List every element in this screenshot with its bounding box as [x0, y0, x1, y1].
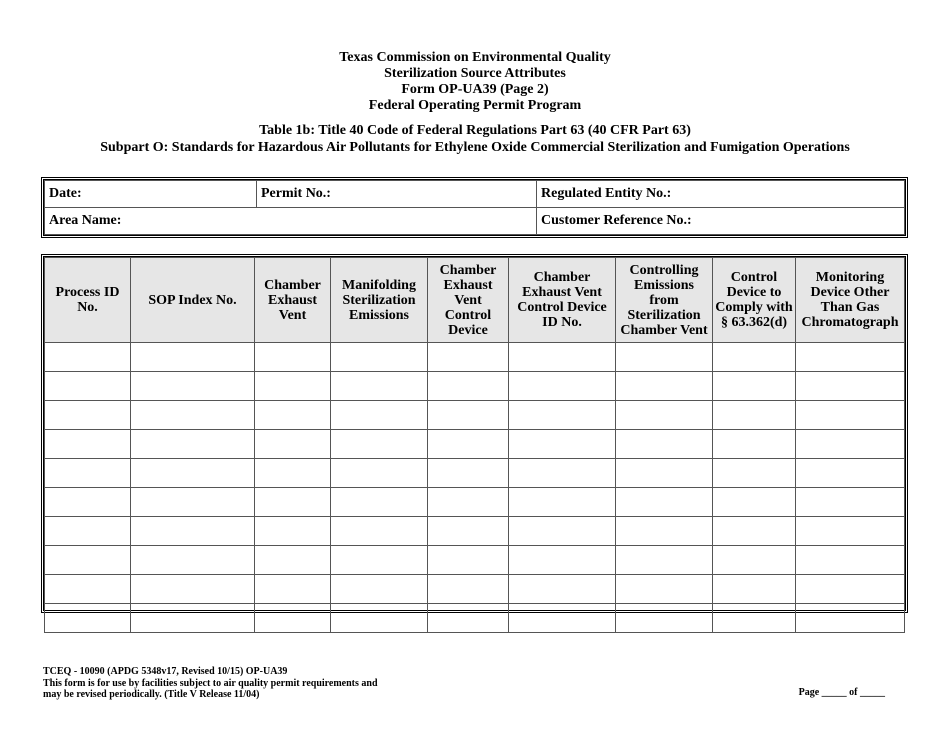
col-process-id: Process ID No. — [45, 258, 131, 343]
usage-note-line1: This form is for use by facilities subject to air quality permit requirements and — [43, 677, 378, 689]
table-cell[interactable] — [255, 488, 331, 517]
table-cell[interactable] — [616, 604, 713, 633]
col-control-device-id: Chamber Exhaust Vent Control Device ID No. — [509, 258, 616, 343]
table-cell[interactable] — [796, 372, 905, 401]
col-control-device-comply: Control Device to Comply with § 63.362(d) — [713, 258, 796, 343]
table-row — [45, 459, 905, 488]
table-cell[interactable] — [616, 430, 713, 459]
table-row — [45, 517, 905, 546]
table-cell[interactable] — [616, 372, 713, 401]
info-table — [41, 177, 908, 238]
table-cell[interactable] — [255, 401, 331, 430]
form-number: Form OP-UA39 (Page 2) — [401, 82, 549, 97]
col-controlling-emissions: Controlling Emissions from Sterilization Chamber Vent — [616, 258, 713, 343]
table-cell[interactable] — [713, 430, 796, 459]
table-row — [45, 401, 905, 430]
table-cell[interactable] — [713, 459, 796, 488]
program-name: Federal Operating Permit Program — [368, 98, 582, 113]
table-cell[interactable] — [331, 488, 428, 517]
table-cell[interactable] — [796, 488, 905, 517]
table-cell[interactable] — [331, 343, 428, 372]
table-cell[interactable] — [428, 430, 509, 459]
form-id-line: TCEQ - 10090 (APDG 5348v17, Revised 10/15) OP-UA39 — [43, 666, 288, 677]
table-row — [45, 343, 905, 372]
usage-note-line2: may be revised periodically. (Title V Release 11/04) — [43, 689, 260, 700]
col-manifolding: Manifolding Sterilization Emissions — [331, 258, 428, 343]
table-cell[interactable] — [509, 372, 616, 401]
table-cell[interactable] — [713, 604, 796, 633]
table-cell[interactable] — [255, 343, 331, 372]
table-cell[interactable] — [509, 575, 616, 604]
table-cell[interactable] — [509, 343, 616, 372]
table-cell[interactable] — [713, 546, 796, 575]
table-cell[interactable] — [428, 343, 509, 372]
table-cell[interactable] — [796, 604, 905, 633]
table-cell[interactable] — [428, 459, 509, 488]
table-cell[interactable] — [616, 459, 713, 488]
table-cell[interactable] — [616, 401, 713, 430]
table-cell[interactable] — [428, 517, 509, 546]
table-row — [45, 488, 905, 517]
table-row — [45, 372, 905, 401]
table-cell[interactable] — [509, 546, 616, 575]
table-cell[interactable] — [796, 401, 905, 430]
header-row — [45, 258, 905, 343]
table-cell[interactable] — [255, 430, 331, 459]
table-cell[interactable] — [713, 372, 796, 401]
table-title-line2: Subpart O: Standards for Hazardous Air Pollutants for Ethylene Oxide Commercial Sterilization and Fumigation Operations — [100, 139, 850, 155]
table-cell[interactable] — [45, 459, 131, 488]
table-cell[interactable] — [713, 343, 796, 372]
table-cell[interactable] — [713, 517, 796, 546]
table-cell[interactable] — [331, 517, 428, 546]
table-cell[interactable] — [509, 604, 616, 633]
table-title-line1: Table 1b: Title 40 Code of Federal Regulations Part 63 (40 CFR Part 63) — [259, 123, 691, 138]
customer-reference-field[interactable]: Customer Reference No.: — [537, 208, 905, 235]
table-cell[interactable] — [131, 575, 255, 604]
table-cell[interactable] — [45, 372, 131, 401]
table-cell[interactable] — [796, 459, 905, 488]
table-cell[interactable] — [131, 401, 255, 430]
table-cell[interactable] — [616, 546, 713, 575]
table-cell[interactable] — [131, 604, 255, 633]
regulated-entity-field[interactable]: Regulated Entity No.: — [537, 181, 905, 208]
table-row — [45, 546, 905, 575]
table-cell[interactable] — [255, 575, 331, 604]
table-cell[interactable] — [131, 343, 255, 372]
table-cell[interactable] — [255, 517, 331, 546]
table-cell[interactable] — [331, 372, 428, 401]
table-cell[interactable] — [45, 343, 131, 372]
table-cell[interactable] — [713, 488, 796, 517]
table-cell[interactable] — [331, 546, 428, 575]
col-vent-control-device: Chamber Exhaust Vent Control Device — [428, 258, 509, 343]
table-cell[interactable] — [255, 459, 331, 488]
table-cell[interactable] — [45, 401, 131, 430]
table-cell[interactable] — [331, 459, 428, 488]
table-cell[interactable] — [131, 517, 255, 546]
table-title — [0, 123, 950, 156]
col-sop-index: SOP Index No. — [131, 258, 255, 343]
table-cell[interactable] — [45, 517, 131, 546]
permit-number-field[interactable]: Permit No.: — [257, 181, 537, 208]
table-row — [45, 604, 905, 633]
table-cell[interactable] — [616, 575, 713, 604]
table-row — [45, 575, 905, 604]
table-cell[interactable] — [255, 604, 331, 633]
table-cell[interactable] — [509, 401, 616, 430]
table-cell[interactable] — [796, 430, 905, 459]
table-cell[interactable] — [428, 488, 509, 517]
table-cell[interactable] — [428, 372, 509, 401]
table-cell[interactable] — [331, 430, 428, 459]
form-header — [0, 50, 950, 114]
table-cell[interactable] — [509, 430, 616, 459]
table-cell[interactable] — [131, 459, 255, 488]
table-cell[interactable] — [616, 343, 713, 372]
table-cell[interactable] — [45, 488, 131, 517]
table-cell[interactable] — [131, 372, 255, 401]
table-cell[interactable] — [796, 517, 905, 546]
form-subject: Sterilization Source Attributes — [384, 66, 566, 81]
table-cell[interactable] — [796, 546, 905, 575]
table-cell[interactable] — [331, 575, 428, 604]
table-cell[interactable] — [509, 517, 616, 546]
table-cell[interactable] — [45, 430, 131, 459]
table-cell[interactable] — [428, 401, 509, 430]
table-cell[interactable] — [255, 372, 331, 401]
table-cell[interactable] — [131, 546, 255, 575]
table-cell[interactable] — [45, 546, 131, 575]
table-cell[interactable] — [713, 575, 796, 604]
col-monitoring-device: Monitoring Device Other Than Gas Chromatograph — [796, 258, 905, 343]
table-cell[interactable] — [509, 488, 616, 517]
table-cell[interactable] — [509, 459, 616, 488]
table-cell[interactable] — [45, 604, 131, 633]
table-row — [45, 430, 905, 459]
date-field[interactable]: Date: — [45, 181, 257, 208]
table-cell[interactable] — [255, 546, 331, 575]
table-cell[interactable] — [131, 430, 255, 459]
table-cell[interactable] — [713, 401, 796, 430]
form-footer — [43, 666, 378, 701]
table-cell[interactable] — [428, 575, 509, 604]
table-cell[interactable] — [331, 604, 428, 633]
table-cell[interactable] — [428, 604, 509, 633]
attributes-table — [41, 254, 908, 613]
area-name-field[interactable]: Area Name: — [45, 208, 537, 235]
table-cell[interactable] — [796, 343, 905, 372]
col-chamber-exhaust-vent: Chamber Exhaust Vent — [255, 258, 331, 343]
table-cell[interactable] — [331, 401, 428, 430]
table-cell[interactable] — [131, 488, 255, 517]
table-cell[interactable] — [428, 546, 509, 575]
table-cell[interactable] — [45, 575, 131, 604]
table-cell[interactable] — [616, 517, 713, 546]
page-number: Page _____ of _____ — [798, 687, 885, 698]
table-cell[interactable] — [616, 488, 713, 517]
table-cell[interactable] — [796, 575, 905, 604]
agency-name: Texas Commission on Environmental Quality — [339, 50, 611, 65]
